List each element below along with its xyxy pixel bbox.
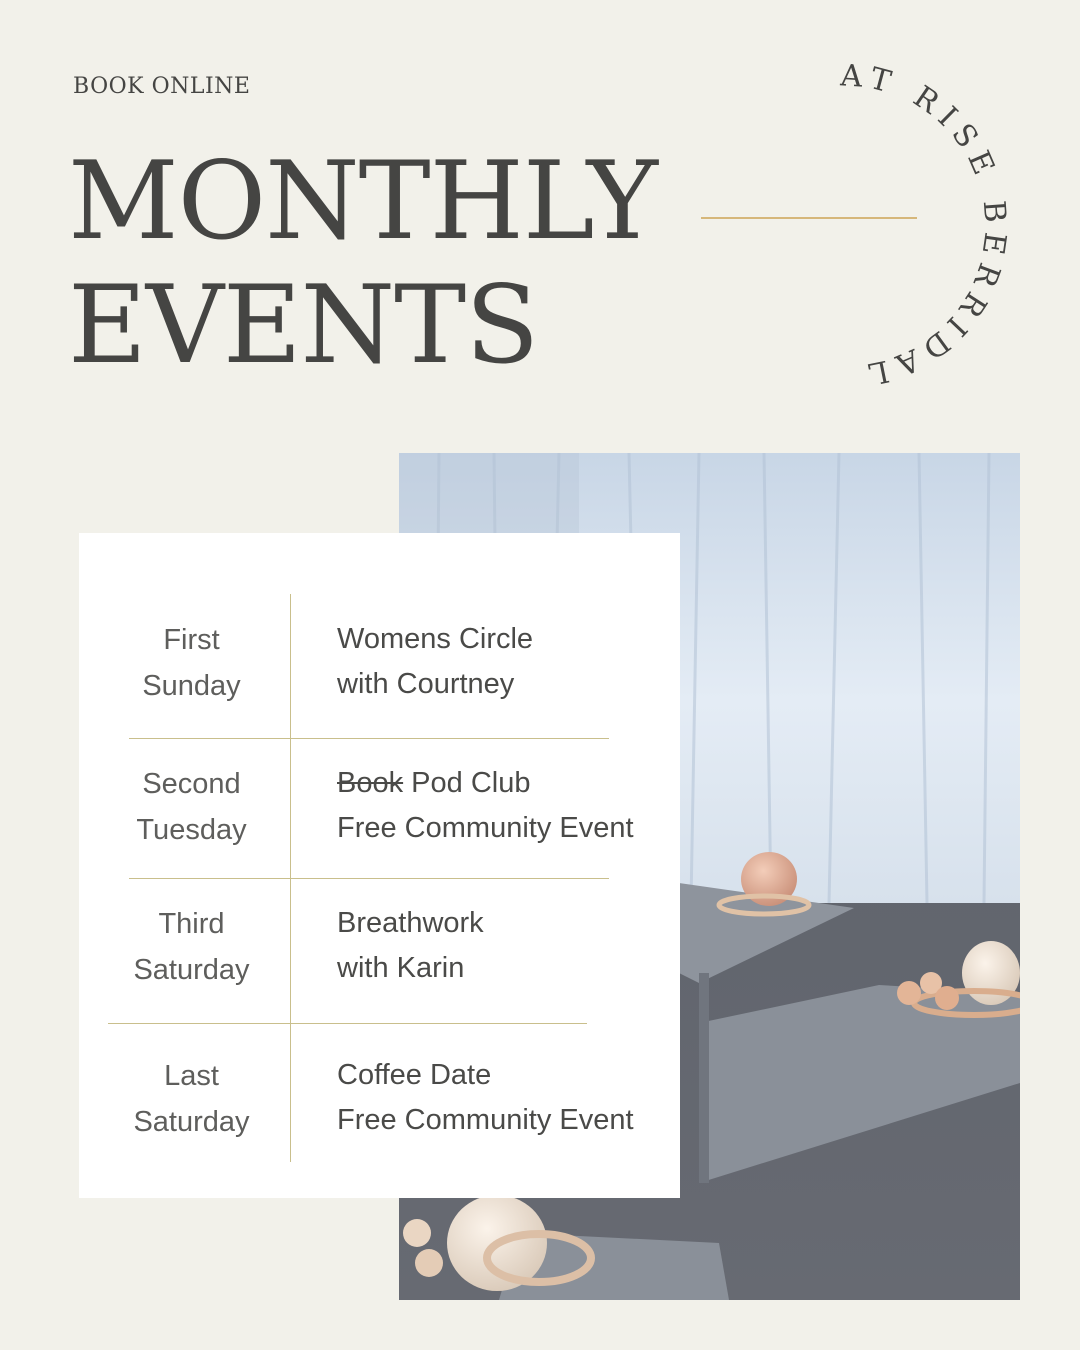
row-divider-3 — [108, 1023, 587, 1024]
circular-badge — [725, 13, 1070, 420]
badge-text: AT RISE BERRIDALE — [725, 13, 1013, 393]
event-title: Breathwork with Karin — [337, 907, 484, 984]
title-line-1: MONTHLY — [68, 139, 657, 264]
event-day: Third Saturday — [133, 908, 250, 986]
event-title: Womens Circle with Courtney — [337, 623, 534, 700]
event-day: First Sunday — [142, 624, 241, 702]
row-divider-1 — [129, 738, 609, 739]
row-divider-2 — [129, 878, 609, 879]
event-day: Second Tuesday — [136, 768, 247, 846]
struck-word: Book — [337, 767, 404, 799]
events-schedule-card — [79, 533, 680, 1198]
book-online-label[interactable]: BOOK ONLINE — [73, 74, 251, 99]
event-title: Coffee Date Free Community Event — [337, 1059, 634, 1136]
event-day: Last Saturday — [133, 1060, 250, 1138]
page-title — [68, 140, 657, 388]
title-line-2: EVENTS — [68, 263, 539, 388]
event-title: Book Pod Club Free Community Event — [337, 767, 634, 844]
